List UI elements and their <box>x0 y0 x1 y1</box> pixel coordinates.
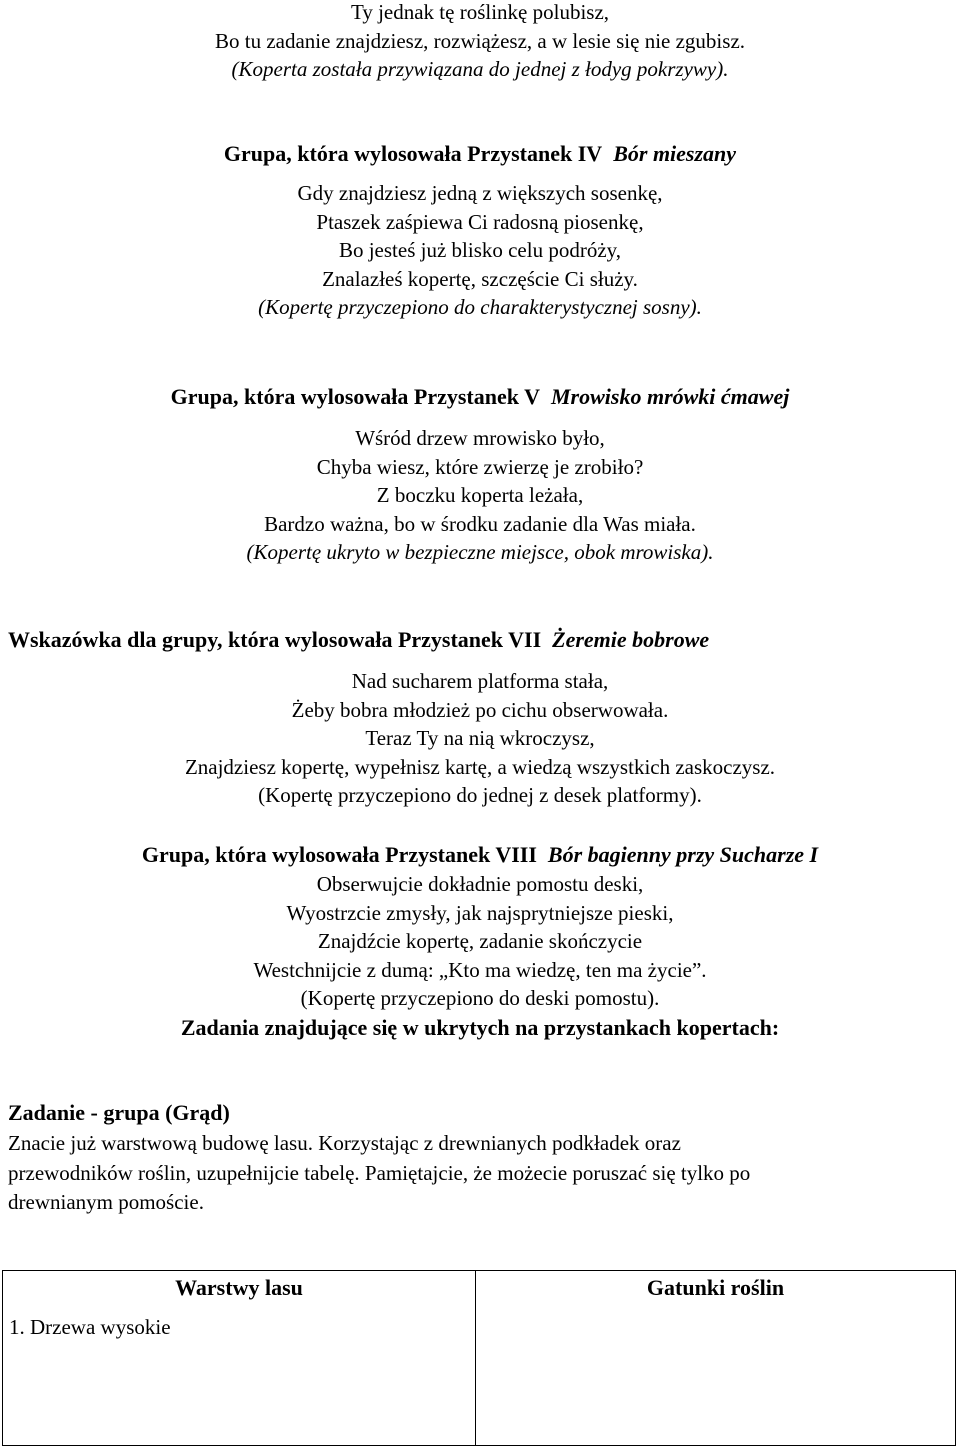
stop-viii-line: Obserwujcie dokładnie pomostu deski, <box>316 872 644 896</box>
stop-viii-heading-text: Grupa, która wylosowała Przystanek VIII <box>141 842 537 867</box>
stop-viii-line: Westchnijcie z dumą: „Kto ma wiedzę, ten ma życie”. <box>253 957 707 982</box>
stop-v-place: Mrowisko mrówki ćmawej <box>550 384 790 409</box>
task-text-line: przewodników roślin, uzupełnijcie tabelę. Pamiętajcie, że możecie poruszać się tylko po <box>8 1160 751 1185</box>
stop-viii-note: (Kopertę przyczepiono do deski pomostu). <box>300 986 660 1010</box>
intro-line: Ty jednak tę roślinkę polubisz, <box>350 0 610 24</box>
stop-v-line: Chyba wiesz, które zwierzę je zrobiło? <box>316 454 644 479</box>
stop-vii-line: Żeby bobra młodzież po cichu obserwowała. <box>291 697 669 722</box>
stop-vii-note: (Kopertę przyczepiono do jednej z desek platformy). <box>258 783 702 807</box>
stop-vii-place: Żeremie bobrowe <box>552 627 710 652</box>
stop-v-heading-text: Grupa, która wylosowała Przystanek V <box>170 384 540 409</box>
stop-vii-section <box>0 625 960 810</box>
table-header-layers: Warstwy lasu <box>175 1275 303 1300</box>
stop-viii-section <box>0 840 960 1043</box>
stop-iv-heading-text: Grupa, która wylosowała Przystanek IV <box>223 141 603 166</box>
task-title: Zadanie - grupa (Grąd) <box>8 1100 230 1125</box>
stop-viii-line: Znajdźcie kopertę, zadanie skończycie <box>317 929 643 953</box>
tasks-heading: Zadania znajdujące się w ukrytych na przystankach kopertach: <box>180 1014 780 1040</box>
intro-note: (Koperta została przywiązana do jednej z łodyg pokrzywy). <box>231 57 729 81</box>
stop-iv-line: Gdy znajdziesz jedną z większych sosenkę, <box>297 181 663 205</box>
stop-vii-line: Znajdziesz kopertę, wypełnisz kartę, a wiedzą wszystkich zaskoczysz. <box>184 754 776 779</box>
stop-iv-heading <box>0 139 960 169</box>
stop-v-section <box>0 382 960 567</box>
stop-vii-heading <box>0 625 960 655</box>
stop-vii-line: Teraz Ty na nią wkroczysz, <box>365 726 595 750</box>
table-cell-layers[interactable] <box>3 1271 476 1446</box>
task-text-line: Znacie już warstwową budowę lasu. Korzystając z drewnianych podkładek oraz <box>8 1131 681 1155</box>
forest-layers-table <box>2 1270 956 1446</box>
intro-section <box>0 0 960 84</box>
stop-iv-place: Bór mieszany <box>613 141 737 166</box>
table-row <box>3 1271 956 1446</box>
task-section <box>8 1097 953 1218</box>
table-header-species: Gatunki roślin <box>646 1275 785 1300</box>
table-cell-species[interactable] <box>476 1271 956 1446</box>
stop-iv-section <box>0 139 960 322</box>
stop-viii-line: Wyostrzcie zmysły, jak najsprytniejsze pieski, <box>286 900 674 925</box>
stop-iv-line: Bo jesteś już blisko celu podróży, <box>338 238 622 262</box>
stop-iv-note: (Kopertę przyczepiono do charakterystycznej sosny). <box>258 295 702 319</box>
stop-v-line: Wśród drzew mrowisko było, <box>355 426 605 450</box>
intro-line: Bo tu zadanie znajdziesz, rozwiążesz, a w lesie się nie zgubisz. <box>214 28 746 53</box>
stop-iv-line: Ptaszek zaśpiewa Ci radosną piosenkę, <box>316 209 644 234</box>
task-text-line: drewnianym pomoście. <box>8 1190 204 1214</box>
stop-v-line: Bardzo ważna, bo w środku zadanie dla Was miała. <box>264 511 696 536</box>
stop-v-heading <box>0 382 960 412</box>
stop-vii-line: Nad sucharem platforma stała, <box>351 669 609 693</box>
stop-v-line: Z boczku koperta leżała, <box>376 483 584 507</box>
table-row-label: 1. Drzewa wysokie <box>9 1315 171 1339</box>
stop-vii-heading-text: Wskazówka dla grupy, która wylosowała Przystanek VII <box>8 627 542 652</box>
stop-iv-line: Znalazłeś kopertę, szczęście Ci służy. <box>322 266 638 291</box>
stop-viii-place: Bór bagienny przy Sucharze I <box>547 842 819 867</box>
stop-viii-heading <box>0 840 960 870</box>
stop-v-note: (Kopertę ukryto w bezpieczne miejsce, obok mrowiska). <box>246 540 714 564</box>
